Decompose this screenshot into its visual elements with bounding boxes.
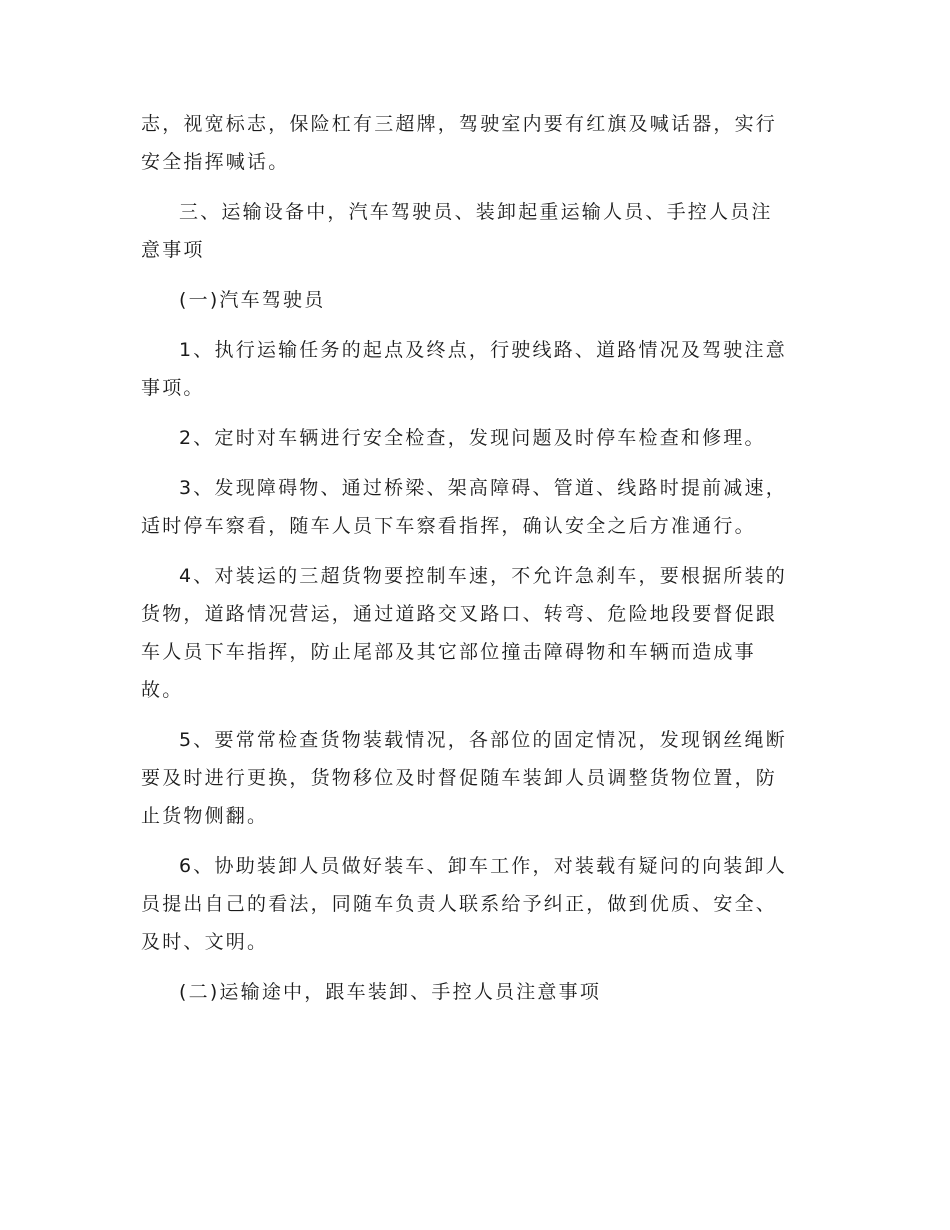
text-line: 6、协助装卸人员做好装车、卸车工作，对装载有疑问的向装卸人 [179, 855, 787, 877]
text-line: 及时、文明。 [141, 931, 269, 953]
paragraph-subsection-two-heading [141, 973, 813, 1011]
text-line: 3、发现障碍物、通过桥梁、架高障碍、管道、线路时提前减速， [179, 477, 787, 499]
text-line: 4、对装运的三超货物要控制车速，不允许急刹车，要根据所装的 [179, 565, 787, 587]
text-line: 要及时进行更换，货物移位及时督促随车装卸人员调整货物位置，防 [141, 767, 778, 789]
paragraph-item-4 [141, 557, 813, 709]
text-line: 志，视宽标志，保险杠有三超牌，驾驶室内要有红旗及喊话器，实行 [141, 113, 778, 135]
text-line: 止货物侧翻。 [141, 805, 269, 827]
text-line: 故。 [141, 679, 184, 701]
paragraph-item-6 [141, 847, 813, 961]
text-line: (二)运输途中，跟车装卸、手控人员注意事项 [179, 981, 602, 1003]
paragraph-item-3 [141, 469, 813, 545]
text-line: 2、定时对车辆进行安全检查，发现问题及时停车检查和修理。 [179, 427, 766, 449]
text-line: 三、运输设备中，汽车驾驶员、装卸起重运输人员、手控人员注 [179, 201, 773, 223]
text-line: (一)汽车驾驶员 [179, 289, 326, 311]
paragraph-subsection-one-heading [141, 281, 813, 319]
paragraph-continuation [141, 105, 813, 181]
text-line: 事项。 [141, 377, 205, 399]
text-line: 安全指挥喊话。 [141, 151, 290, 173]
paragraph-section-three-heading [141, 193, 813, 269]
text-line: 1、执行运输任务的起点及终点，行驶线路、道路情况及驾驶注意 [179, 339, 787, 361]
text-line: 适时停车察看，随车人员下车察看指挥，确认安全之后方准通行。 [141, 515, 756, 537]
text-line: 车人员下车指挥，防止尾部及其它部位撞击障碍物和车辆而造成事 [141, 641, 756, 663]
document-body [141, 105, 813, 1023]
paragraph-item-5 [141, 721, 813, 835]
text-line: 员提出自己的看法，同随车负责人联系给予纠正，做到优质、安全、 [141, 893, 778, 915]
paragraph-item-1 [141, 331, 813, 407]
paragraph-item-2 [141, 419, 813, 457]
text-line: 5、要常常检查货物装载情况，各部位的固定情况，发现钢丝绳断 [179, 729, 787, 751]
text-line: 意事项 [141, 239, 205, 261]
text-line: 货物，道路情况营运，通过道路交叉路口、转弯、危险地段要督促跟 [141, 603, 778, 625]
